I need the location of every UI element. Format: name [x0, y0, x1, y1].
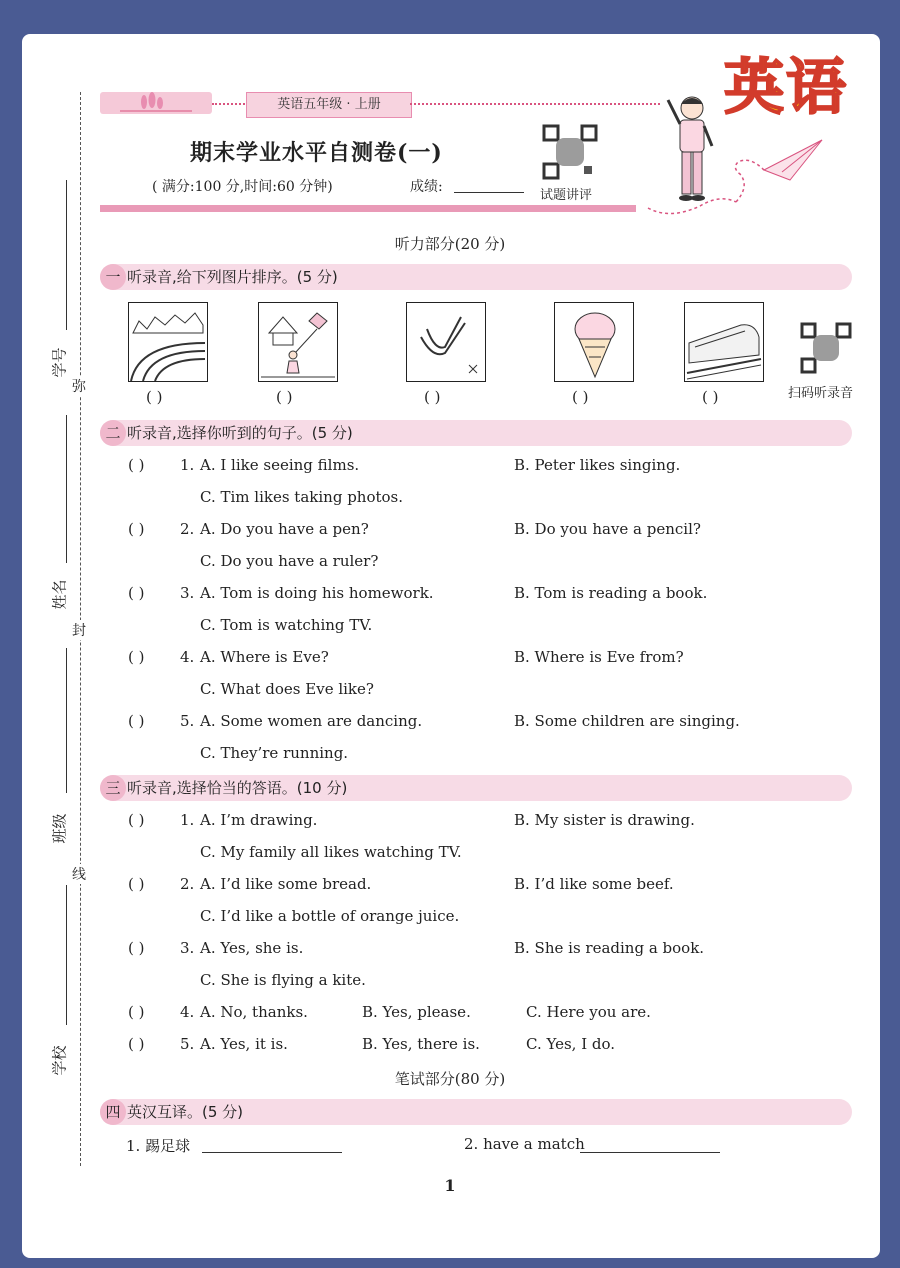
section-instruction: 听录音,选择恰当的答语。(10 分) [127, 779, 348, 797]
qr-code-icon[interactable] [800, 322, 852, 374]
translate-item-2: 2. have a match [464, 1135, 585, 1153]
question-number: 3. [180, 939, 195, 957]
cut-char-xian: 线 [72, 864, 86, 884]
boy-illustration-icon [640, 90, 830, 215]
translate-item-1: 1. 踢足球 [126, 1137, 191, 1155]
writing-part-title: 笔试部分(80 分) [394, 1070, 506, 1088]
question-number: 2. [180, 875, 195, 893]
option-a: A. I’m drawing. [200, 811, 318, 829]
option-c: C. Tim likes taking photos. [200, 488, 404, 506]
option-c: C. My family all likes watching TV. [200, 843, 462, 861]
answer-paren[interactable]: ( ) [128, 1003, 145, 1021]
section-number: 三 [100, 775, 126, 801]
option-b: B. She is reading a book. [514, 939, 705, 957]
answer-paren[interactable]: ( ) [128, 811, 145, 829]
option-a: A. Yes, she is. [200, 939, 304, 957]
qr-video-label: 试题讲评 [540, 188, 593, 203]
section-instruction: 听录音,给下列图片排序。(5 分) [127, 268, 338, 286]
picture-3 [406, 302, 486, 382]
picture-3-answer[interactable]: ( ) [424, 388, 441, 406]
option-c: C. What does Eve like? [200, 680, 374, 698]
school-blank[interactable] [66, 885, 67, 1025]
subject-title: 英语 [724, 53, 848, 123]
picture-1-answer[interactable]: ( ) [146, 388, 163, 406]
option-b: B. My sister is drawing. [514, 811, 695, 829]
header-pink-bar [100, 205, 636, 212]
page-title: 期末学业水平自测卷(一) [190, 140, 443, 166]
option-b: B. Some children are singing. [514, 712, 740, 730]
section-4-header [100, 1099, 852, 1125]
option-a: A. Where is Eve? [200, 648, 329, 666]
train-icon [685, 303, 763, 381]
option-a: A. Some women are dancing. [200, 712, 423, 730]
question-number: 4. [180, 1003, 195, 1021]
picture-4 [554, 302, 634, 382]
score-blank[interactable] [454, 192, 524, 193]
question-number: 4. [180, 648, 195, 666]
option-c: C. Yes, I do. [526, 1035, 616, 1053]
question-number: 5. [180, 1035, 195, 1053]
cut-char-feng: 封 [72, 620, 86, 640]
section-3-header [100, 775, 852, 801]
tree-decoration-icon [100, 92, 212, 114]
option-b: B. Yes, please. [362, 1003, 471, 1021]
student-id-blank[interactable] [66, 180, 67, 330]
option-b: B. Do you have a pencil? [514, 520, 701, 538]
ice-cream-icon [555, 303, 633, 381]
cut-char-mi: 弥 [72, 376, 86, 396]
option-a: A. I like seeing films. [200, 456, 360, 474]
answer-paren[interactable]: ( ) [128, 648, 145, 666]
option-b: B. Peter likes singing. [514, 456, 681, 474]
option-a: A. Tom is doing his homework. [200, 584, 434, 602]
section-1-header [100, 264, 852, 290]
section-number: 二 [100, 420, 126, 446]
option-a: A. Yes, it is. [200, 1035, 288, 1053]
dotted-divider [410, 103, 660, 105]
answer-paren[interactable]: ( ) [128, 712, 145, 730]
option-b: B. Tom is reading a book. [514, 584, 708, 602]
qr-code-icon[interactable] [542, 124, 598, 180]
picture-2 [258, 302, 338, 382]
section-2-header [100, 420, 852, 446]
question-number: 2. [180, 520, 195, 538]
option-c: C. They’re running. [200, 744, 349, 762]
name-label: 姓名 [50, 579, 69, 610]
option-c: C. I’d like a bottle of orange juice. [200, 907, 460, 925]
answer-paren[interactable]: ( ) [128, 456, 145, 474]
book-tag: 英语五年级 · 上册 [246, 92, 412, 118]
answer-paren[interactable]: ( ) [128, 520, 145, 538]
dotted-divider [212, 103, 248, 105]
name-blank[interactable] [66, 415, 67, 563]
question-number: 1. [180, 456, 195, 474]
exam-info: ( 满分:100 分,时间:60 分钟) [152, 179, 333, 195]
picture-2-answer[interactable]: ( ) [276, 388, 293, 406]
picture-4-answer[interactable]: ( ) [572, 388, 589, 406]
question-number: 1. [180, 811, 195, 829]
option-a: A. I’d like some bread. [200, 875, 372, 893]
picture-5 [684, 302, 764, 382]
question-number: 3. [180, 584, 195, 602]
option-b: B. Where is Eve from? [514, 648, 684, 666]
running-track-icon [129, 303, 207, 381]
section-number: 一 [100, 264, 126, 290]
arm-strong-icon [407, 303, 485, 381]
option-a: A. Do you have a pen? [200, 520, 369, 538]
answer-paren[interactable]: ( ) [128, 1035, 145, 1053]
answer-paren[interactable]: ( ) [128, 584, 145, 602]
school-label: 学校 [50, 1045, 69, 1076]
translate-blank-2[interactable] [580, 1152, 720, 1153]
picture-5-answer[interactable]: ( ) [702, 388, 719, 406]
option-c: C. She is flying a kite. [200, 971, 366, 989]
section-instruction: 听录音,选择你听到的句子。(5 分) [127, 424, 353, 442]
answer-paren[interactable]: ( ) [128, 939, 145, 957]
picture-1 [128, 302, 208, 382]
answer-paren[interactable]: ( ) [128, 875, 145, 893]
translate-blank-1[interactable] [202, 1152, 342, 1153]
question-number: 5. [180, 712, 195, 730]
option-c: C. Here you are. [526, 1003, 651, 1021]
option-a: A. No, thanks. [200, 1003, 308, 1021]
option-c: C. Do you have a ruler? [200, 552, 379, 570]
score-label: 成绩: [410, 179, 443, 195]
option-b: B. I’d like some beef. [514, 875, 674, 893]
student-id-label: 学号 [50, 347, 69, 378]
header-decoration [100, 92, 212, 114]
section-instruction: 英汉互译。(5 分) [127, 1103, 244, 1121]
option-c: C. Tom is watching TV. [200, 616, 373, 634]
girl-flying-kite-icon [259, 303, 337, 381]
qr-audio-label: 扫码听录音 [788, 386, 854, 401]
page-number: 1 [444, 1176, 456, 1195]
section-number: 四 [100, 1099, 126, 1125]
option-b: B. Yes, there is. [362, 1035, 480, 1053]
listening-part-title: 听力部分(20 分) [394, 235, 506, 253]
class-blank[interactable] [66, 648, 67, 793]
class-label: 班级 [50, 813, 69, 844]
